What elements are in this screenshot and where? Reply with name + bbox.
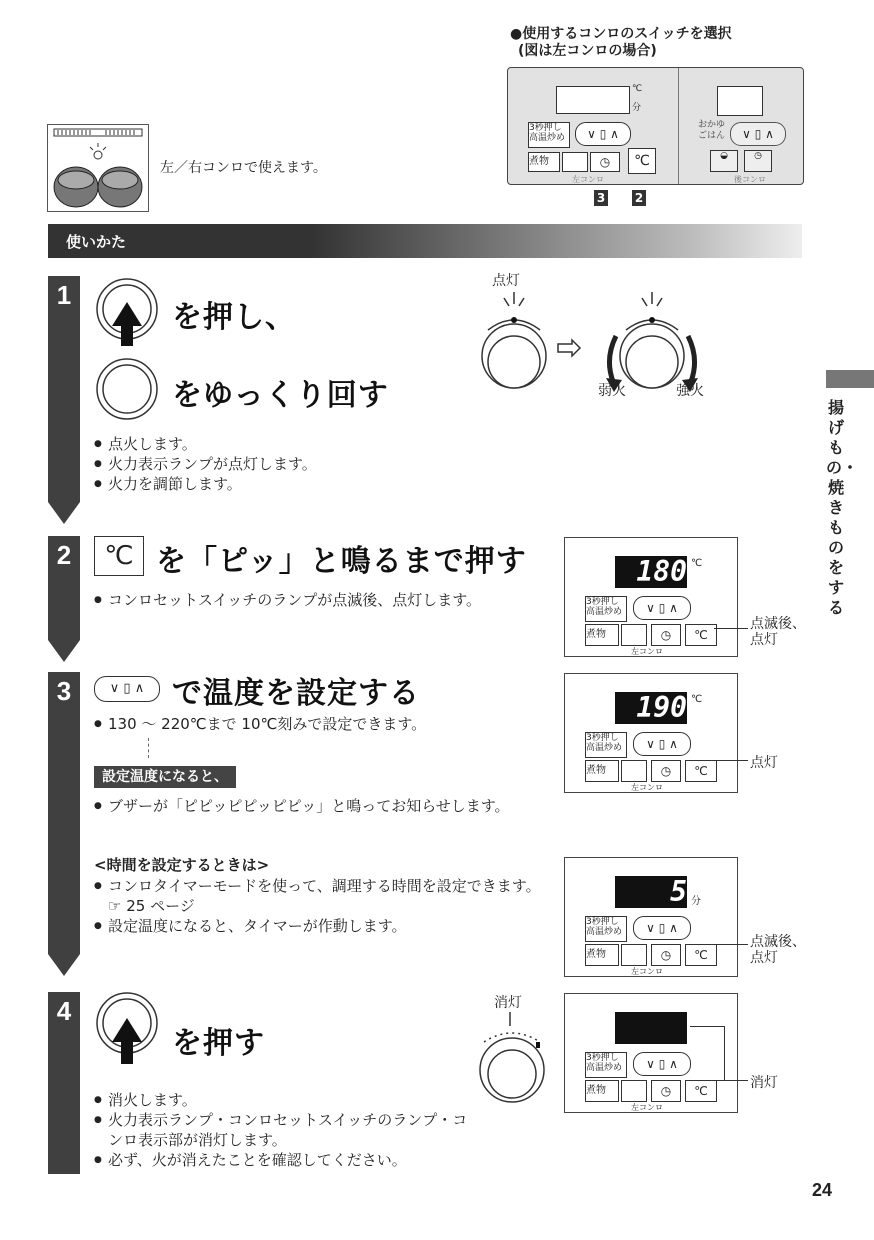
step2-callout-1: 点滅後、 (750, 616, 806, 632)
okayu-label-2: ごはん (698, 131, 726, 141)
step1-bullet: ● 火力を調節します。 (94, 474, 474, 494)
step2-heading: を「ピッ」と鳴るまで押す (156, 544, 527, 579)
right-timer-button[interactable]: ◷ (744, 150, 772, 172)
step3-timer-panel: 5 分 3秒押し 高温炒め ∨ ▯ ∧ 煮物 ◷ ℃ 左コンロ (564, 857, 738, 977)
step2-temp-button[interactable]: ℃ (685, 624, 717, 646)
side-tab-label: 揚げもの・焼きものをする (826, 398, 859, 617)
temp-set-button[interactable]: ℃ (628, 148, 656, 174)
step4-number: 4 (56, 996, 72, 1026)
unit-min: 分 (632, 103, 642, 113)
step3-bullet: ● ブザーが「ピピッピピッピピッ」と鳴ってお知らせします。 (94, 796, 554, 816)
lit-label: 点灯 (492, 273, 520, 289)
btn-highheat-label: 高温炒め (529, 133, 566, 143)
unit-c: ℃ (632, 84, 643, 94)
okayu-label-1: おかゆ (698, 120, 726, 130)
step4-callout-line-vert (724, 1026, 725, 1080)
step3-bar (48, 672, 80, 954)
step3-callout: 点灯 (750, 755, 778, 771)
step2-callout-line (714, 628, 748, 629)
step3-callout-line (714, 760, 748, 761)
stove-icon (48, 125, 148, 211)
left-display (556, 86, 630, 114)
step3-panel: 190 ℃ 3秒押し 高温炒め ∨ ▯ ∧ 煮物 ◷ ℃ 左コンロ (564, 673, 738, 793)
step3-arrow (48, 954, 80, 976)
step2-panel: 180 ℃ 3秒押し 高温炒め ∨ ▯ ∧ 煮物 ◷ ℃ 左コンロ (564, 537, 738, 657)
btn-3sec-label: 3秒押し (529, 123, 562, 133)
step4-bullets (94, 1090, 474, 1170)
step3-lcd: 190 (615, 692, 687, 724)
step2-kettle-button[interactable] (621, 624, 647, 646)
step2-bar (48, 536, 80, 640)
side-tab-marker (826, 370, 874, 388)
right-updown-button[interactable]: ∨ ▯ ∧ (730, 122, 786, 146)
timer-bullets (94, 876, 554, 936)
step4-panel: 3秒押し 高温炒め ∨ ▯ ∧ 煮物 ◷ ℃ 左コンロ (564, 993, 738, 1113)
high-heat-label: 強火 (676, 383, 704, 399)
select-note (510, 26, 732, 60)
timer-heading: <時間を設定するときは> (94, 856, 270, 874)
step1-bar (48, 276, 80, 502)
low-heat-label: 弱火 (598, 383, 626, 399)
step3-bullets2 (94, 796, 554, 816)
rice-button[interactable]: ◒ (710, 150, 738, 172)
step1-bullet: ● 点火します。 (94, 434, 474, 454)
marker-3: 3 (594, 190, 608, 206)
knob-turn-icon (94, 356, 160, 422)
step4-callout-line-top (690, 1026, 724, 1027)
step1-arrow (48, 502, 80, 524)
okayu-label (698, 120, 725, 142)
dashed-arrow (148, 738, 150, 758)
step2-number: 2 (56, 540, 72, 570)
page-number: 24 (812, 1180, 833, 1200)
select-note-line1: ●使用するコンロのスイッチを選択 (510, 26, 732, 42)
step4-callout-line (714, 1080, 748, 1081)
select-note-line2: (図は左コンロの場合) (518, 43, 657, 59)
updown-key-icon: ∨ ▯ ∧ (94, 676, 160, 702)
step4-bullet: ● 火力表示ランプ・コンロセットスイッチのランプ・コンロ表示部が消灯します。 (94, 1110, 474, 1150)
step2-nimono-button[interactable]: 煮物 (585, 624, 619, 646)
timer-button[interactable]: ◷ (590, 152, 620, 172)
step3-timer-callout-2: 点灯 (750, 950, 778, 966)
stove-illustration (47, 124, 149, 212)
temp-key-icon: ℃ (94, 536, 144, 576)
step1-heading-2: をゆっくり回す (172, 378, 389, 413)
section-title: 使いかた (66, 233, 127, 251)
step1-number: 1 (56, 280, 72, 310)
step4-bar (48, 992, 80, 1174)
step2-lcd: 180 (615, 556, 687, 588)
step3-timer-callout-line (714, 944, 748, 945)
step1-bullets (94, 434, 474, 494)
knob-push-off-icon (94, 990, 160, 1066)
right-display (717, 86, 763, 116)
step4-callout: 消灯 (750, 1075, 778, 1091)
step4-bullet: ● 必ず、火が消えたことを確認してください。 (94, 1150, 474, 1170)
timer-bullet: ● 設定温度になると、タイマーが作動します。 (94, 916, 554, 936)
panel-left-label: 左コンロ (572, 175, 604, 184)
step3-timer-callout (750, 934, 806, 966)
step4-heading: を押す (172, 1026, 265, 1061)
step4-bullet: ● 消火します。 (94, 1090, 474, 1110)
step1-bullet: ● 火力表示ランプが点灯します。 (94, 454, 474, 474)
step3-timer-lcd: 5 (615, 876, 687, 908)
step2-bullets (94, 590, 554, 610)
step2-callout (750, 616, 806, 648)
step1-heading-1: を押し、 (172, 300, 296, 335)
step2-callout-2: 点灯 (750, 632, 778, 648)
step3-subheading: 設定温度になると、 (94, 766, 236, 788)
panel-right-label: 後コンロ (734, 175, 766, 184)
temp-updown-button[interactable]: ∨ ▯ ∧ (575, 122, 631, 146)
off-label: 消灯 (494, 995, 522, 1011)
step3-updown-button[interactable]: ∨ ▯ ∧ (633, 732, 691, 756)
marker-2: 2 (632, 190, 646, 206)
step2-arrow (48, 640, 80, 662)
step2-high-heat-button[interactable]: 3秒押し 高温炒め (585, 596, 627, 622)
timer-bullet: ● コンロタイマーモードを使って、調理する時間を設定できます。☞ 25 ページ (94, 876, 554, 916)
step3-bullet: ● 130 ～ 220℃まで 10℃刻みで設定できます。 (94, 714, 554, 734)
step3-number: 3 (56, 676, 72, 706)
step4-lcd (615, 1012, 687, 1044)
section-title-bar (48, 224, 802, 258)
kettle-button[interactable] (562, 152, 588, 172)
nimono-button[interactable]: 煮物 (528, 152, 560, 172)
top-control-panel (507, 67, 804, 185)
step3-bullets1 (94, 714, 554, 734)
knob-push-icon (94, 276, 160, 348)
high-heat-button[interactable] (528, 122, 570, 148)
knob-off-diagram (476, 1012, 552, 1108)
step3-timer-callout-1: 点滅後、 (750, 934, 806, 950)
step2-bullet: ● コンロセットスイッチのランプが点滅後、点灯します。 (94, 590, 554, 610)
usable-text: 左／右コンロで使えます。 (160, 160, 327, 176)
step3-heading: で温度を設定する (172, 676, 420, 711)
